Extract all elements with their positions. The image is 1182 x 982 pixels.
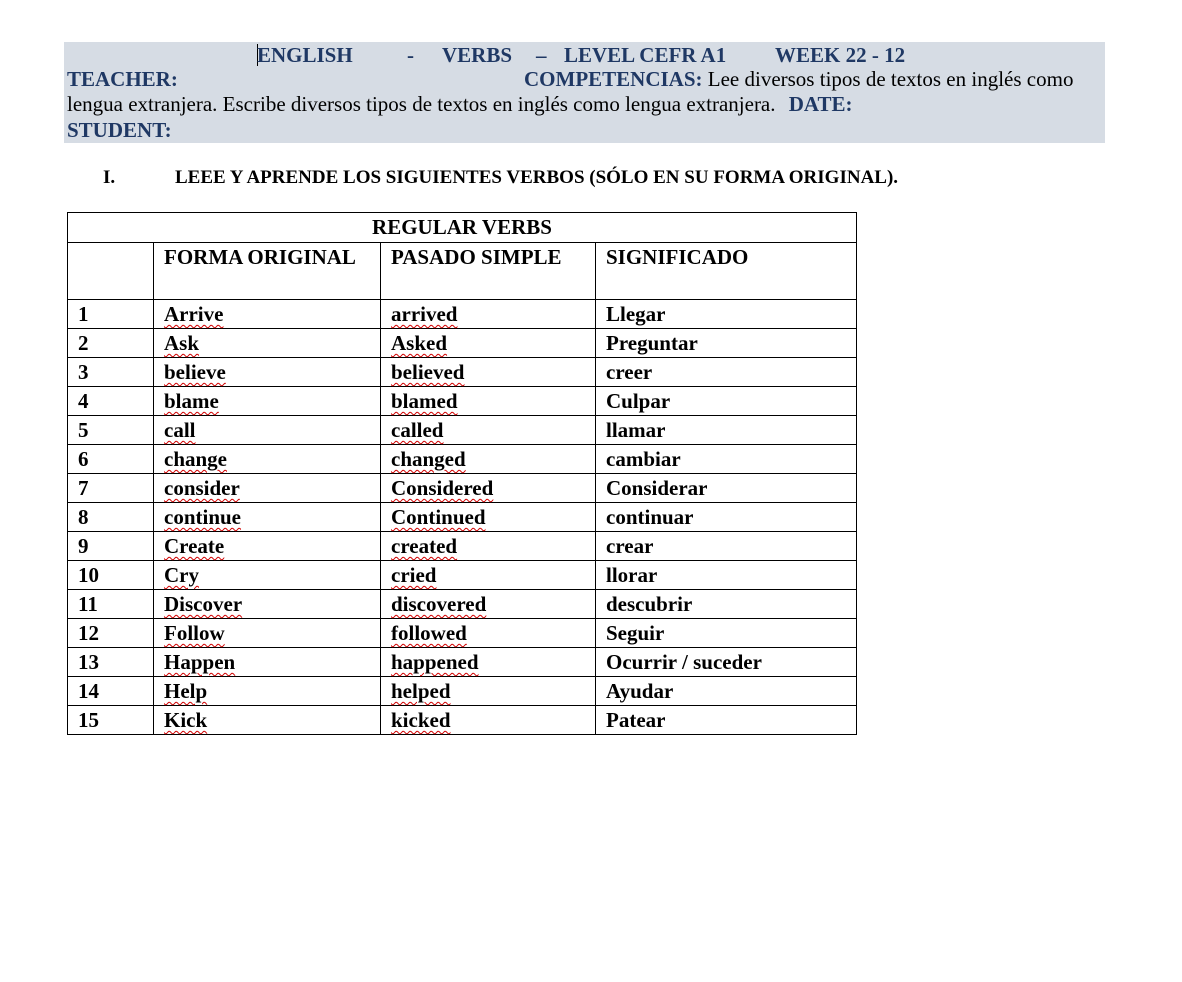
pasado-simple-text: kicked bbox=[391, 708, 451, 732]
forma-original-text: blame bbox=[164, 389, 219, 413]
row-number-text: 9 bbox=[78, 534, 89, 558]
competencias-row-2 bbox=[67, 92, 853, 117]
row-number-cell bbox=[68, 329, 154, 358]
teacher-label: TEACHER: bbox=[67, 67, 178, 91]
pasado-simple-cell bbox=[381, 445, 596, 474]
forma-original-cell bbox=[154, 619, 381, 648]
row-number-text: 7 bbox=[78, 476, 89, 500]
table-row bbox=[68, 445, 857, 474]
date-label: DATE: bbox=[788, 92, 853, 116]
significado-text: Ocurrir / suceder bbox=[606, 650, 762, 674]
section-number: I. bbox=[103, 167, 116, 188]
forma-original-cell bbox=[154, 329, 381, 358]
row-number-text: 2 bbox=[78, 331, 89, 355]
table-row bbox=[68, 561, 857, 590]
competencias-label: COMPETENCIAS: bbox=[524, 67, 703, 91]
pasado-simple-text: Considered bbox=[391, 476, 494, 500]
significado-text: Ayudar bbox=[606, 679, 674, 703]
pasado-simple-cell bbox=[381, 677, 596, 706]
competencias-text-1: Lee diversos tipos de textos en inglés como bbox=[702, 67, 1074, 91]
significado-text: Considerar bbox=[606, 476, 708, 500]
row-number-cell bbox=[68, 503, 154, 532]
pasado-simple-cell bbox=[381, 329, 596, 358]
column-header-pasado-simple: PASADO SIMPLE bbox=[381, 243, 596, 300]
row-number-cell bbox=[68, 590, 154, 619]
table-row bbox=[68, 329, 857, 358]
regular-verbs-table bbox=[67, 212, 857, 735]
forma-original-cell bbox=[154, 358, 381, 387]
pasado-simple-cell bbox=[381, 474, 596, 503]
row-number-text: 8 bbox=[78, 505, 89, 529]
significado-text: creer bbox=[606, 360, 653, 384]
row-number-text: 3 bbox=[78, 360, 89, 384]
pasado-simple-text: Continued bbox=[391, 505, 486, 529]
table-row bbox=[68, 416, 857, 445]
significado-text: Preguntar bbox=[606, 331, 698, 355]
significado-cell bbox=[596, 416, 857, 445]
row-number-cell bbox=[68, 445, 154, 474]
pasado-simple-text: happened bbox=[391, 650, 479, 674]
significado-cell bbox=[596, 561, 857, 590]
row-number-cell bbox=[68, 648, 154, 677]
competencias-text-2: lengua extranjera. Escribe diversos tipos de textos en inglés como lengua extranjera. bbox=[67, 92, 776, 116]
pasado-simple-text: followed bbox=[391, 621, 467, 645]
row-number-cell bbox=[68, 619, 154, 648]
forma-original-text: Kick bbox=[164, 708, 208, 732]
forma-original-cell bbox=[154, 648, 381, 677]
forma-original-cell bbox=[154, 677, 381, 706]
significado-cell bbox=[596, 503, 857, 532]
table-caption: REGULAR VERBS bbox=[68, 213, 857, 243]
significado-cell bbox=[596, 300, 857, 329]
table-row bbox=[68, 300, 857, 329]
significado-cell bbox=[596, 619, 857, 648]
row-number-text: 12 bbox=[78, 621, 99, 645]
pasado-simple-cell bbox=[381, 648, 596, 677]
forma-original-text: Create bbox=[164, 534, 225, 558]
pasado-simple-cell bbox=[381, 416, 596, 445]
forma-original-text: continue bbox=[164, 505, 242, 529]
row-number-text: 1 bbox=[78, 302, 89, 326]
significado-cell bbox=[596, 532, 857, 561]
table-row bbox=[68, 387, 857, 416]
significado-text: Llegar bbox=[606, 302, 666, 326]
pasado-simple-cell bbox=[381, 706, 596, 735]
forma-original-cell bbox=[154, 590, 381, 619]
significado-text: Patear bbox=[606, 708, 666, 732]
forma-original-cell bbox=[154, 561, 381, 590]
significado-cell bbox=[596, 648, 857, 677]
significado-text: llorar bbox=[606, 563, 658, 587]
table-row bbox=[68, 474, 857, 503]
section-instruction: LEEE Y APRENDE LOS SIGUIENTES VERBOS (SÓLO EN SU FORMA ORIGINAL). bbox=[175, 167, 899, 188]
forma-original-text: Help bbox=[164, 679, 208, 703]
pasado-simple-text: discovered bbox=[391, 592, 487, 616]
forma-original-cell bbox=[154, 503, 381, 532]
row-number-text: 11 bbox=[78, 592, 98, 616]
significado-cell bbox=[596, 677, 857, 706]
row-number-cell bbox=[68, 300, 154, 329]
table-caption-row bbox=[68, 213, 857, 243]
significado-text: continuar bbox=[606, 505, 694, 529]
row-number-text: 10 bbox=[78, 563, 99, 587]
table-viewport bbox=[66, 211, 860, 732]
table-row bbox=[68, 590, 857, 619]
significado-cell bbox=[596, 358, 857, 387]
forma-original-text: Follow bbox=[164, 621, 225, 645]
row-number-text: 14 bbox=[78, 679, 99, 703]
significado-text: llamar bbox=[606, 418, 666, 442]
forma-original-cell bbox=[154, 416, 381, 445]
significado-cell bbox=[596, 706, 857, 735]
significado-cell bbox=[596, 590, 857, 619]
significado-cell bbox=[596, 387, 857, 416]
pasado-simple-text: created bbox=[391, 534, 458, 558]
pasado-simple-text: arrived bbox=[391, 302, 458, 326]
pasado-simple-text: blamed bbox=[391, 389, 458, 413]
row-number-text: 13 bbox=[78, 650, 99, 674]
forma-original-text: Happen bbox=[164, 650, 236, 674]
pasado-simple-text: helped bbox=[391, 679, 451, 703]
row-number-text: 4 bbox=[78, 389, 89, 413]
significado-cell bbox=[596, 445, 857, 474]
row-number-text: 5 bbox=[78, 418, 89, 442]
forma-original-cell bbox=[154, 387, 381, 416]
row-number-text: 15 bbox=[78, 708, 99, 732]
column-header-forma-original: FORMA ORIGINAL bbox=[154, 243, 381, 300]
row-number-cell bbox=[68, 387, 154, 416]
table-row bbox=[68, 677, 857, 706]
significado-text: cambiar bbox=[606, 447, 681, 471]
pasado-simple-text: called bbox=[391, 418, 444, 442]
significado-text: crear bbox=[606, 534, 654, 558]
significado-text: Seguir bbox=[606, 621, 665, 645]
significado-cell bbox=[596, 474, 857, 503]
table-row bbox=[68, 648, 857, 677]
row-number-cell bbox=[68, 358, 154, 387]
pasado-simple-text: believed bbox=[391, 360, 465, 384]
significado-cell bbox=[596, 329, 857, 358]
forma-original-cell bbox=[154, 445, 381, 474]
significado-text: descubrir bbox=[606, 592, 693, 616]
row-number-cell bbox=[68, 706, 154, 735]
title-week: WEEK 22 - 12 bbox=[775, 43, 906, 67]
pasado-simple-cell bbox=[381, 387, 596, 416]
forma-original-text: Ask bbox=[164, 331, 200, 355]
forma-original-text: believe bbox=[164, 360, 226, 384]
forma-original-text: change bbox=[164, 447, 227, 471]
row-number-text: 6 bbox=[78, 447, 89, 471]
row-number-cell bbox=[68, 532, 154, 561]
forma-original-cell bbox=[154, 706, 381, 735]
forma-original-text: call bbox=[164, 418, 196, 442]
table-row bbox=[68, 503, 857, 532]
row-number-cell bbox=[68, 561, 154, 590]
significado-text: Culpar bbox=[606, 389, 671, 413]
title-level: LEVEL CEFR A1 bbox=[564, 43, 727, 67]
table-row bbox=[68, 532, 857, 561]
table-header-row bbox=[68, 243, 857, 300]
column-header-significado: SIGNIFICADO bbox=[596, 243, 857, 300]
pasado-simple-cell bbox=[381, 561, 596, 590]
row-number-cell bbox=[68, 474, 154, 503]
table-row bbox=[68, 619, 857, 648]
pasado-simple-text: Asked bbox=[391, 331, 448, 355]
title-dash: - bbox=[407, 43, 414, 67]
pasado-simple-cell bbox=[381, 590, 596, 619]
forma-original-text: consider bbox=[164, 476, 240, 500]
pasado-simple-cell bbox=[381, 619, 596, 648]
pasado-simple-cell bbox=[381, 503, 596, 532]
forma-original-text: Discover bbox=[164, 592, 243, 616]
competencias bbox=[524, 67, 1073, 92]
pasado-simple-text: changed bbox=[391, 447, 466, 471]
student-label: STUDENT: bbox=[67, 118, 172, 142]
table-row bbox=[68, 358, 857, 387]
forma-original-text: Cry bbox=[164, 563, 199, 587]
pasado-simple-cell bbox=[381, 532, 596, 561]
forma-original-cell bbox=[154, 474, 381, 503]
pasado-simple-text: cried bbox=[391, 563, 437, 587]
pasado-simple-cell bbox=[381, 300, 596, 329]
row-number-cell bbox=[68, 677, 154, 706]
title-english: ENGLISH bbox=[257, 43, 353, 67]
forma-original-text: Arrive bbox=[164, 302, 224, 326]
column-header-number bbox=[68, 243, 154, 300]
forma-original-cell bbox=[154, 532, 381, 561]
title-verbs: VERBS bbox=[442, 43, 513, 67]
table-row bbox=[68, 706, 857, 735]
pasado-simple-cell bbox=[381, 358, 596, 387]
row-number-cell bbox=[68, 416, 154, 445]
forma-original-cell bbox=[154, 300, 381, 329]
title-endash: – bbox=[536, 43, 547, 67]
